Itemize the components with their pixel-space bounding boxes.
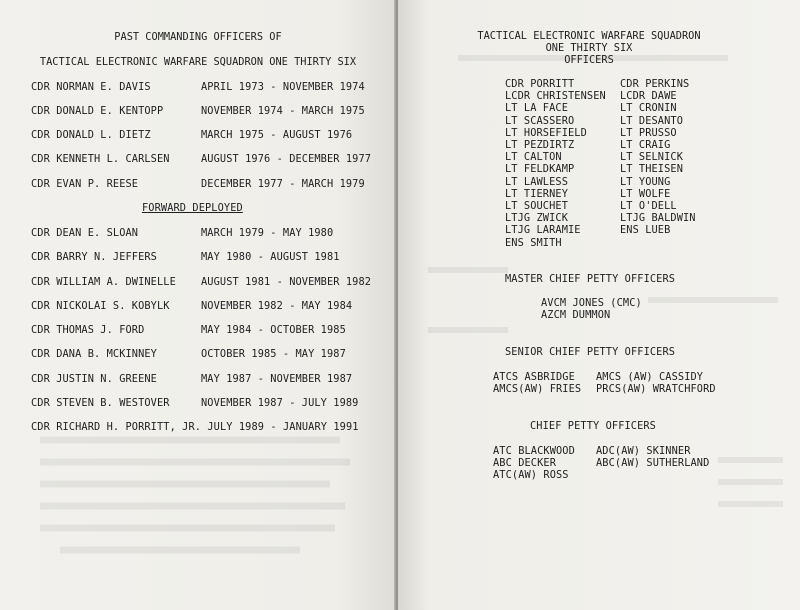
last-officer-line: CDR RICHARD H. PORRITT, JR. JULY 1989 - JANUARY 1991 [31,421,359,433]
officer-entry: LTJG LARAMIE [505,224,581,237]
officer-dates: NOVEMBER 1974 - MARCH 1975 [201,105,365,117]
officer-dates: MARCH 1979 - MAY 1980 [201,227,334,239]
officer-entry: LT DESANTO [620,114,683,127]
right-title-line-1: TACTICAL ELECTRONIC WARFARE SQUADRON [477,30,701,42]
senior-chief-entry: ATCS ASBRIDGE [493,371,575,383]
officer-entry: LT CRAIG [620,139,671,151]
senior-chief-entry: AMCS(AW) FRIES [493,383,582,395]
chief-entry: ADC(AW) SKINNER [596,445,691,457]
left-title-line-2: TACTICAL ELECTRONIC WARFARE SQUADRON ONE THIRTY SIX [39,56,357,68]
officer-name: CDR THOMAS J. FORD [31,324,145,336]
left-title-line-1: PAST COMMANDING OFFICERS OF [114,31,282,43]
officer-name: CDR STEVEN B. WESTOVER [31,397,170,409]
officer-entry: ENS LUEB [620,224,671,237]
chief-heading: CHIEF PETTY OFFICERS [530,420,656,432]
officer-name: CDR WILLIAM A. DWINELLE [31,276,176,288]
officer-dates: AUGUST 1976 - DECEMBER 1977 [201,153,372,165]
officer-entry: LT CALTON [505,151,562,164]
officer-dates: AUGUST 1981 - NOVEMBER 1982 [201,276,372,288]
senior-chief-heading: SENIOR CHIEF PETTY OFFICERS [505,346,676,358]
officer-entry: LCDR CHRISTENSEN [505,90,606,103]
officer-entry: LTJG BALDWIN [620,212,696,225]
officer-entry: LT TIERNEY [505,187,568,200]
officer-dates: MAY 1987 - NOVEMBER 1987 [201,373,353,385]
officer-dates: MAY 1984 - OCTOBER 1985 [201,324,346,336]
officer-name: CDR DONALD L. DIETZ [31,129,151,141]
officer-entry: LT THEISEN [620,163,683,176]
officer-name: CDR JUSTIN N. GREENE [31,373,157,385]
right-title-line-3: OFFICERS [564,54,614,66]
officer-entry: LT O'DELL [620,200,677,212]
officer-entry: LT PEZDIRTZ [505,139,575,151]
officer-dates: APRIL 1973 - NOVEMBER 1974 [201,81,365,93]
officer-dates: MAY 1980 - AUGUST 1981 [201,251,340,263]
officer-name: CDR DONALD E. KENTOPP [31,105,164,117]
officer-entry: LCDR DAWE [620,90,677,103]
officer-name: CDR NICKOLAI S. KOBYLK [31,300,170,312]
officer-dates: OCTOBER 1985 - MAY 1987 [201,348,346,360]
officer-entry: LT FELDKAMP [505,163,575,176]
officer-name: CDR EVAN P. REESE [31,178,139,190]
officer-entry: CDR PORRITT [505,78,575,90]
officer-dates: DECEMBER 1977 - MARCH 1979 [201,178,365,190]
senior-chief-entry: AMCS (AW) CASSIDY [596,371,704,383]
officer-name: CDR KENNETH L. CARLSEN [31,153,170,165]
officer-entry: LT SCASSERO [505,114,575,127]
officer-name: CDR DEAN E. SLOAN [31,227,139,239]
officer-name: CDR NORMAN E. DAVIS [31,81,151,93]
chief-entry: ATC BLACKWOOD [493,445,575,457]
officer-name: CDR BARRY N. JEFFERS [31,251,157,263]
officer-dates: MARCH 1975 - AUGUST 1976 [201,129,353,141]
senior-chief-entry: PRCS(AW) WRATCHFORD [596,383,716,395]
chief-entry: ATC(AW) ROSS [493,469,569,481]
master-chief-entry: AZCM DUMMON [541,309,611,321]
officer-entry: LTJG ZWICK [505,212,568,225]
officer-entry: LT CRONIN [620,102,677,115]
chief-entry: ABC(AW) SUTHERLAND [596,457,710,469]
master-chief-entry: AVCM JONES (CMC) [541,297,642,309]
officer-entry: LT YOUNG [620,175,671,188]
officer-entry: LT LAWLESS [505,175,568,188]
officer-entry: LT LA FACE [505,102,568,115]
officer-dates: NOVEMBER 1987 - JULY 1989 [201,397,359,409]
officer-entry: LT HORSEFIELD [505,126,587,139]
officer-entry: ENS SMITH [505,236,562,249]
officer-dates: NOVEMBER 1982 - MAY 1984 [201,300,353,312]
officer-name: CDR DANA B. MCKINNEY [31,348,157,360]
chief-entry: ABC DECKER [493,457,556,469]
forward-deployed-heading: FORWARD DEPLOYED [142,202,243,214]
officer-entry: LT WOLFE [620,187,671,200]
right-page [398,0,800,610]
left-page [0,0,396,610]
officer-entry: LT SOUCHET [505,200,568,212]
master-chief-heading: MASTER CHIEF PETTY OFFICERS [505,273,676,285]
officer-entry: LT SELNICK [620,151,683,164]
right-title-line-2: ONE THIRTY SIX [545,42,633,54]
officer-entry: LT PRUSSO [620,126,677,139]
officer-entry: CDR PERKINS [620,78,690,90]
